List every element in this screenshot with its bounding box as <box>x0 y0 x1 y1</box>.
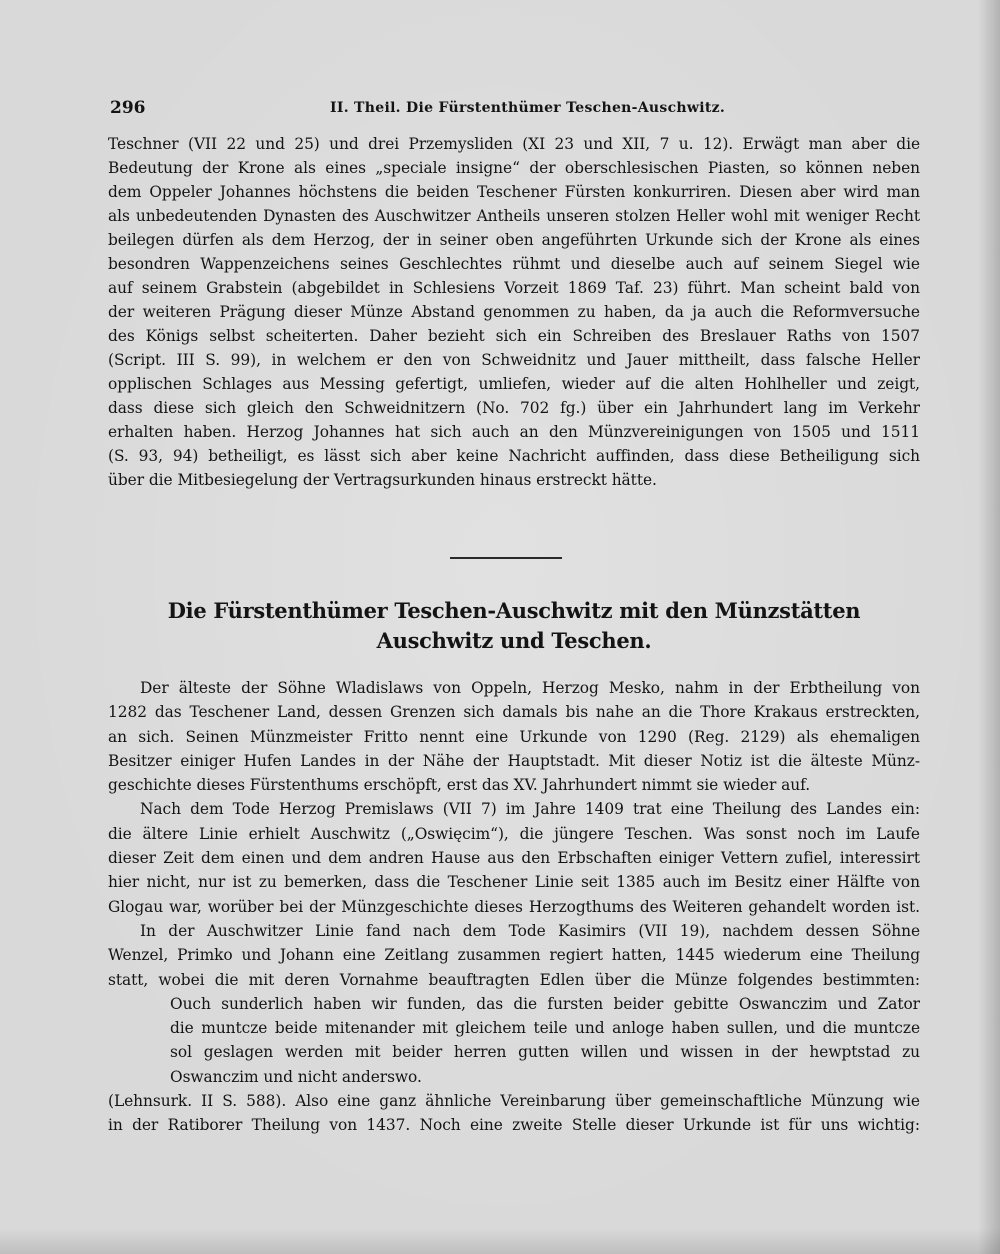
section-divider <box>450 557 562 559</box>
text-line: des Königs selbst scheiterten. Daher bezieht sich ein Schreiben des Breslauer Raths von 1507 <box>108 327 920 345</box>
quote-line: sol geslagen werden mit beider herren gutten willen und wissen in der hewptstad zu <box>170 1043 920 1062</box>
text-line: hier nicht, nur ist zu bemerken, dass die Teschener Linie seit 1385 auch im Besitz einer Hälfte von <box>108 873 920 892</box>
text-line: dass diese sich gleich den Schweidnitzern (No. 702 fg.) über ein Jahrhundert lang im Verkehr <box>108 399 920 417</box>
text-line: der weiteren Prägung dieser Münze Abstand genommen zu haben, da ja auch die Reformversuche <box>108 303 920 321</box>
section-title-line: Die Fürstenthümer Teschen-Auschwitz mit den Münzstätten <box>167 598 861 623</box>
text-line: dieser Zeit dem einen und dem andren Hause aus den Erbschaften einiger Vettern zufiel, interessirt <box>108 849 920 868</box>
text-line: erhalten haben. Herzog Johannes hat sich auch an den Münzvereinigungen von 1505 und 1511 <box>108 423 920 441</box>
lower-text <box>108 676 920 1138</box>
text-line: (Lehnsurk. II S. 588). Also eine ganz ähnliche Vereinbarung über gemeinschaftliche Münzung wie <box>108 1092 920 1111</box>
text-line: geschichte dieses Fürstenthums erschöpft, erst das XV. Jahrhundert nimmt sie wieder auf. <box>108 776 811 795</box>
text-line: an sich. Seinen Münzmeister Fritto nennt eine Urkunde von 1290 (Reg. 2129) als ehemaligen <box>108 727 920 746</box>
text-line: (Script. III S. 99), in welchem er den von Schweidnitz und Jauer mittheilt, dass falsche Heller <box>108 351 920 369</box>
page-edge-shadow <box>978 0 1000 1254</box>
section-title <box>108 596 920 656</box>
text-line: die ältere Linie erhielt Auschwitz („Oswięcim“), die jüngere Teschen. Was sonst noch im Laufe <box>108 824 920 843</box>
text-line: besondren Wappenzeichens seines Geschlechtes rühmt und dieselbe auch auf seinem Siegel wie <box>108 255 920 273</box>
quote-line: Ouch sunderlich haben wir funden, das die fursten beider gebitte Oswanczim und Zator <box>170 994 920 1013</box>
page-number: 296 <box>110 98 146 118</box>
page-header <box>110 98 920 122</box>
text-line: Bedeutung der Krone als eines „speciale insigne“ der oberschlesischen Piasten, so können neben <box>108 159 920 177</box>
upper-paragraph <box>108 132 920 492</box>
text-line: Wenzel, Primko und Johann eine Zeitlang zusammen regiert hatten, 1445 wiederum eine Theilung <box>108 946 920 965</box>
text-line: beilegen dürfen als dem Herzog, der in seiner oben angeführten Urkunde sich der Krone als eines <box>108 231 920 249</box>
quote-line: Oswanczim und nicht anderswo. <box>170 1067 422 1086</box>
text-line: über die Mitbesiegelung der Vertragsurkunden hinaus erstreckt hätte. <box>108 471 657 489</box>
text-line: opplischen Schlages aus Messing gefertigt, umliefen, wieder auf die alten Hohlheller und zeigt, <box>108 375 920 393</box>
text-line: (S. 93, 94) betheiligt, es lässt sich aber keine Nachricht auffinden, dass diese Betheiligung sich <box>108 447 920 465</box>
section-title-line: Auschwitz und Teschen. <box>376 628 652 653</box>
text-line: In der Auschwitzer Linie fand nach dem Tode Kasimirs (VII 19), nachdem dessen Söhne <box>140 921 920 940</box>
text-line: auf seinem Grabstein (abgebildet in Schlesiens Vorzeit 1869 Taf. 23) führt. Man scheint bald von <box>108 279 920 297</box>
text-line: in der Ratiborer Theilung von 1437. Noch eine zweite Stelle dieser Urkunde ist für uns wichtig: <box>108 1116 920 1135</box>
text-line: 1282 das Teschener Land, dessen Grenzen sich damals bis nahe an die Thore Krakaus erstreckten, <box>108 703 920 722</box>
quotation-block <box>108 992 920 1089</box>
text-line: Besitzer einiger Hufen Landes in der Nähe der Hauptstadt. Mit dieser Notiz ist die älteste Münz- <box>108 751 920 770</box>
text-line: dem Oppeler Johannes höchstens die beiden Teschener Fürsten konkurriren. Diesen aber wird man <box>108 183 920 201</box>
quote-line: die muntcze beide mitenander mit gleichem teile und anloge haben sullen, und die muntcze <box>170 1019 920 1038</box>
text-line: Der älteste der Söhne Wladislaws von Oppeln, Herzog Mesko, nahm in der Erbtheilung von <box>140 679 920 697</box>
page-bottom-shadow <box>0 1228 1000 1254</box>
text-line: statt, wobei die mit deren Vornahme beauftragten Edlen über die Münze folgendes bestimmten: <box>108 970 920 989</box>
text-line: Teschner (VII 22 und 25) und drei Przemysliden (XI 23 und XII, 7 u. 12). Erwägt man aber die <box>108 135 920 153</box>
text-line: Nach dem Tode Herzog Premislaws (VII 7) im Jahre 1409 trat eine Theilung des Landes ein: <box>140 800 920 819</box>
text-line: als unbedeutenden Dynasten des Auschwitzer Antheils unseren stolzen Heller wohl mit weniger Recht <box>108 207 920 225</box>
text-line: Glogau war, worüber bei der Münzgeschichte dieses Herzogthums des Weiteren gehandelt worden ist. <box>108 897 920 916</box>
running-head: II. Theil. Die Fürstenthümer Teschen-Auschwitz. <box>330 100 726 116</box>
